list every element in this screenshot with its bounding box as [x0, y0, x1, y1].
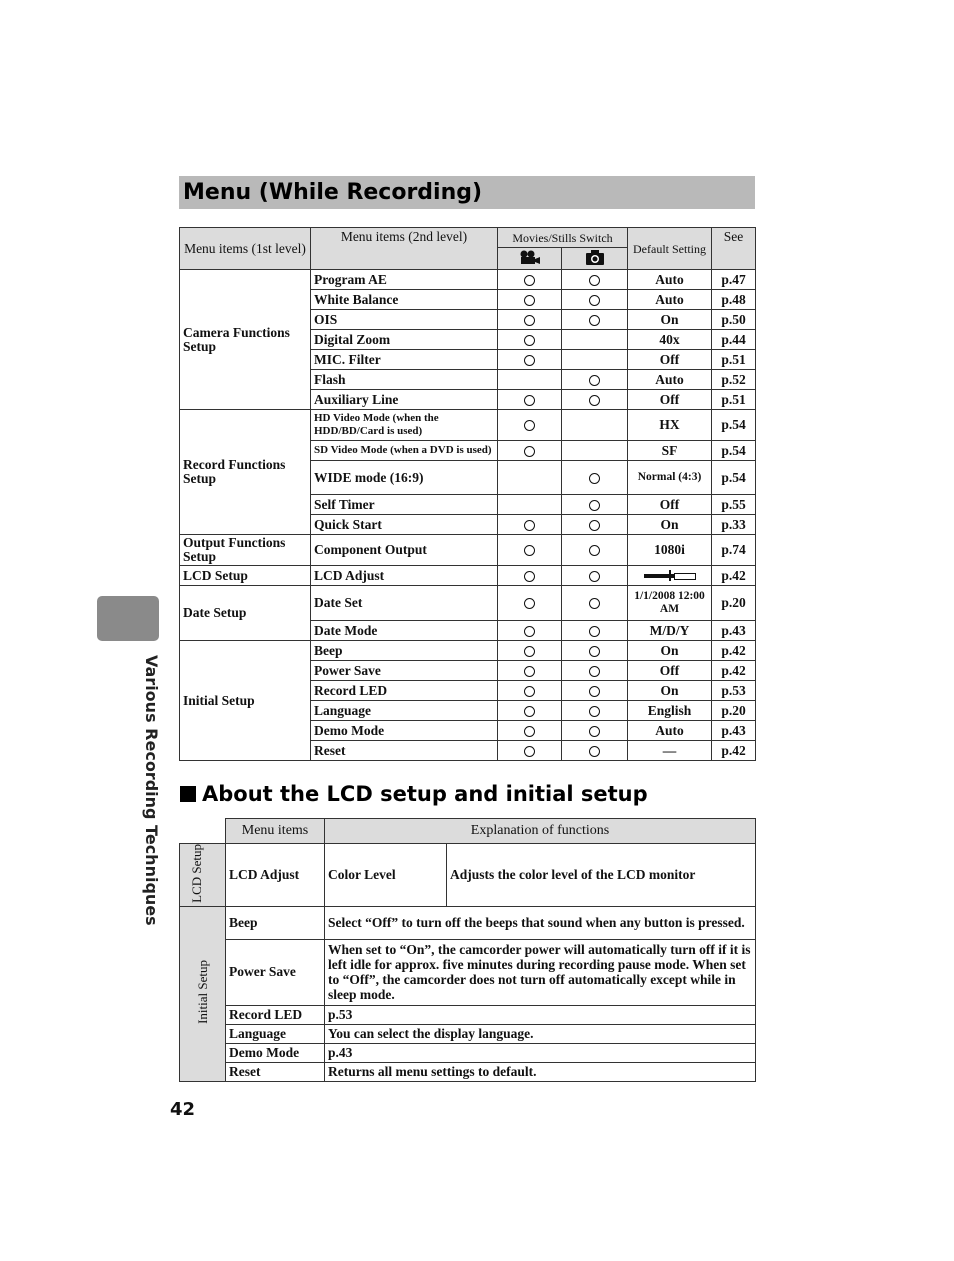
still-availability — [562, 370, 628, 390]
explanation-text: You can select the display language. — [325, 1024, 756, 1043]
see-page: p.42 — [712, 741, 756, 761]
default-setting: HX — [628, 410, 712, 441]
movie-camera-icon — [498, 248, 562, 270]
header-default: Default Setting — [628, 228, 712, 270]
circle-mark-icon — [589, 500, 600, 511]
default-setting: — — [628, 741, 712, 761]
explanation-item: Beep — [226, 906, 325, 939]
side-label: Various Recording Techniques — [142, 655, 161, 926]
still-availability — [562, 641, 628, 661]
lcd-sub-item: Color Level — [325, 844, 447, 907]
lcd-setup-table — [179, 818, 756, 1082]
movie-availability — [498, 586, 562, 621]
movie-availability — [498, 350, 562, 370]
circle-mark-icon — [589, 686, 600, 697]
see-page: p.20 — [712, 701, 756, 721]
default-setting: 1/1/2008 12:00 AM — [628, 586, 712, 621]
menu-table — [179, 227, 756, 761]
still-availability — [562, 586, 628, 621]
header-see: See — [712, 228, 756, 270]
movie-availability — [498, 390, 562, 410]
section-heading-text: About the LCD setup and initial setup — [202, 782, 648, 806]
still-availability — [562, 535, 628, 566]
group-lcd-setup — [180, 844, 226, 907]
see-page: p.51 — [712, 350, 756, 370]
default-setting: On — [628, 310, 712, 330]
circle-mark-icon — [524, 706, 535, 717]
menu-item: White Balance — [311, 290, 498, 310]
menu-item: Quick Start — [311, 515, 498, 535]
menu-item: Date Mode — [311, 621, 498, 641]
circle-mark-icon — [589, 315, 600, 326]
circle-mark-icon — [524, 275, 535, 286]
still-availability — [562, 410, 628, 441]
circle-mark-icon — [524, 315, 535, 326]
movie-availability — [498, 721, 562, 741]
see-page: p.55 — [712, 495, 756, 515]
table-row — [180, 939, 756, 1005]
default-setting: On — [628, 681, 712, 701]
explanation-item: Language — [226, 1024, 325, 1043]
circle-mark-icon — [589, 395, 600, 406]
circle-mark-icon — [589, 375, 600, 386]
movie-availability — [498, 441, 562, 461]
explanation-item: Power Save — [226, 939, 325, 1005]
circle-mark-icon — [589, 598, 600, 609]
movie-availability — [498, 641, 562, 661]
default-setting: M/D/Y — [628, 621, 712, 641]
group-label: Output Functions Setup — [180, 535, 311, 566]
menu-item: SD Video Mode (when a DVD is used) — [311, 441, 498, 461]
circle-mark-icon — [589, 706, 600, 717]
still-camera-icon — [562, 248, 628, 270]
circle-mark-icon — [589, 666, 600, 677]
movie-availability — [498, 410, 562, 441]
header-switch: Movies/Stills Switch — [498, 228, 628, 248]
default-setting: Off — [628, 350, 712, 370]
default-setting: On — [628, 641, 712, 661]
explanation-text: Returns all menu settings to default. — [325, 1062, 756, 1081]
still-availability — [562, 350, 628, 370]
circle-mark-icon — [524, 598, 535, 609]
circle-mark-icon — [589, 571, 600, 582]
movie-availability — [498, 621, 562, 641]
see-page: p.43 — [712, 721, 756, 741]
section-heading — [180, 782, 648, 806]
still-availability — [562, 701, 628, 721]
default-setting: Auto — [628, 290, 712, 310]
default-setting: Off — [628, 390, 712, 410]
menu-body — [180, 270, 756, 761]
see-page: p.33 — [712, 515, 756, 535]
group-label: LCD Setup — [180, 566, 311, 586]
circle-mark-icon — [524, 571, 535, 582]
movie-availability — [498, 370, 562, 390]
circle-mark-icon — [524, 666, 535, 677]
menu-item: Digital Zoom — [311, 330, 498, 350]
table-row — [180, 586, 756, 621]
menu-item: Language — [311, 701, 498, 721]
page-number: 42 — [170, 1099, 196, 1120]
group-label: Initial Setup — [180, 641, 311, 761]
group-initial-setup-label: Initial Setup — [195, 960, 210, 1025]
default-setting — [628, 566, 712, 586]
circle-mark-icon — [524, 746, 535, 757]
still-availability — [562, 495, 628, 515]
table-row — [180, 641, 756, 661]
default-setting: Off — [628, 661, 712, 681]
see-page: p.52 — [712, 370, 756, 390]
see-page: p.20 — [712, 586, 756, 621]
movie-availability — [498, 535, 562, 566]
menu-item: Self Timer — [311, 495, 498, 515]
circle-mark-icon — [589, 746, 600, 757]
still-availability — [562, 330, 628, 350]
lcd-desc: Adjusts the color level of the LCD monitor — [447, 844, 756, 907]
see-page: p.54 — [712, 461, 756, 495]
table-row — [180, 410, 756, 441]
still-availability — [562, 621, 628, 641]
movie-availability — [498, 495, 562, 515]
menu-item: Record LED — [311, 681, 498, 701]
see-page: p.42 — [712, 641, 756, 661]
still-availability — [562, 310, 628, 330]
section-title-bar — [179, 176, 755, 209]
still-availability — [562, 290, 628, 310]
group-label: Camera Functions Setup — [180, 270, 311, 410]
table-row — [180, 1062, 756, 1081]
menu-item: Component Output — [311, 535, 498, 566]
group-initial-setup — [180, 906, 226, 1081]
still-availability — [562, 566, 628, 586]
header-explanation: Explanation of functions — [325, 819, 756, 844]
menu-item: Reset — [311, 741, 498, 761]
movie-availability — [498, 515, 562, 535]
table-row — [180, 1005, 756, 1024]
explanation-text: p.53 — [325, 1005, 756, 1024]
table-row — [180, 1043, 756, 1062]
see-page: p.50 — [712, 310, 756, 330]
circle-mark-icon — [524, 686, 535, 697]
movie-availability — [498, 330, 562, 350]
blank-corner — [180, 819, 226, 844]
movie-availability — [498, 701, 562, 721]
movie-availability — [498, 661, 562, 681]
default-setting: Auto — [628, 721, 712, 741]
table-row — [180, 535, 756, 566]
default-setting: Normal (4:3) — [628, 461, 712, 495]
default-setting: SF — [628, 441, 712, 461]
group-label: Record Functions Setup — [180, 410, 311, 535]
see-page: p.74 — [712, 535, 756, 566]
page-title: Menu (While Recording) — [183, 180, 483, 205]
circle-mark-icon — [589, 545, 600, 556]
header-menu-items-2nd: Menu items (2nd level) — [311, 228, 498, 270]
circle-mark-icon — [589, 473, 600, 484]
level-bar-icon — [644, 572, 696, 580]
still-availability — [562, 515, 628, 535]
circle-mark-icon — [589, 295, 600, 306]
circle-mark-icon — [589, 726, 600, 737]
circle-mark-icon — [524, 626, 535, 637]
lcd-item: LCD Adjust — [226, 844, 325, 907]
explanation-text: Select “Off” to turn off the beeps that sound when any button is pressed. — [325, 906, 756, 939]
table-row — [180, 1024, 756, 1043]
circle-mark-icon — [524, 726, 535, 737]
explanation-item: Reset — [226, 1062, 325, 1081]
menu-item: HD Video Mode (when the HDD/BD/Card is used) — [311, 410, 498, 441]
menu-item: Beep — [311, 641, 498, 661]
header-menu-items-1st: Menu items (1st level) — [180, 228, 311, 270]
default-setting: 40x — [628, 330, 712, 350]
still-availability — [562, 721, 628, 741]
square-bullet-icon — [180, 786, 196, 802]
circle-mark-icon — [524, 446, 535, 457]
menu-item: OIS — [311, 310, 498, 330]
explanation-text: When set to “On”, the camcorder power will automatically turn off if it is left idle for approx. five minutes during recording pause mode. When set to “Off”, the camcorder does not turn off automatically except while in sleep mode. — [325, 939, 756, 1005]
circle-mark-icon — [589, 275, 600, 286]
still-availability — [562, 390, 628, 410]
table-row — [180, 566, 756, 586]
still-availability — [562, 461, 628, 495]
movie-availability — [498, 461, 562, 495]
see-page: p.47 — [712, 270, 756, 290]
menu-item: Demo Mode — [311, 721, 498, 741]
explanation-text: p.43 — [325, 1043, 756, 1062]
see-page: p.54 — [712, 410, 756, 441]
circle-mark-icon — [524, 395, 535, 406]
circle-mark-icon — [524, 545, 535, 556]
still-availability — [562, 661, 628, 681]
default-setting: Auto — [628, 270, 712, 290]
menu-item: Program AE — [311, 270, 498, 290]
default-setting: 1080i — [628, 535, 712, 566]
menu-item: Auxiliary Line — [311, 390, 498, 410]
see-page: p.53 — [712, 681, 756, 701]
circle-mark-icon — [589, 646, 600, 657]
see-page: p.51 — [712, 390, 756, 410]
movie-availability — [498, 741, 562, 761]
still-availability — [562, 741, 628, 761]
circle-mark-icon — [524, 646, 535, 657]
circle-mark-icon — [524, 335, 535, 346]
movie-availability — [498, 290, 562, 310]
table-row — [180, 270, 756, 290]
movie-availability — [498, 310, 562, 330]
see-page: p.43 — [712, 621, 756, 641]
explanation-item: Demo Mode — [226, 1043, 325, 1062]
movie-availability — [498, 681, 562, 701]
circle-mark-icon — [524, 355, 535, 366]
menu-item: Flash — [311, 370, 498, 390]
still-availability — [562, 270, 628, 290]
group-lcd-setup-label: LCD Setup — [188, 844, 204, 903]
side-tab — [97, 596, 159, 641]
movie-availability — [498, 566, 562, 586]
group-label: Date Setup — [180, 586, 311, 641]
table-row — [180, 906, 756, 939]
circle-mark-icon — [524, 520, 535, 531]
menu-item: Power Save — [311, 661, 498, 681]
circle-mark-icon — [589, 520, 600, 531]
movie-availability — [498, 270, 562, 290]
circle-mark-icon — [524, 295, 535, 306]
explanation-item: Record LED — [226, 1005, 325, 1024]
circle-mark-icon — [524, 420, 535, 431]
see-page: p.42 — [712, 566, 756, 586]
header-menu-items: Menu items — [226, 819, 325, 844]
menu-item: LCD Adjust — [311, 566, 498, 586]
default-setting: English — [628, 701, 712, 721]
circle-mark-icon — [589, 626, 600, 637]
lcd-body — [180, 844, 756, 1082]
see-page: p.42 — [712, 661, 756, 681]
see-page: p.48 — [712, 290, 756, 310]
see-page: p.44 — [712, 330, 756, 350]
still-availability — [562, 441, 628, 461]
see-page: p.54 — [712, 441, 756, 461]
default-setting: Off — [628, 495, 712, 515]
menu-item: MIC. Filter — [311, 350, 498, 370]
default-setting: Auto — [628, 370, 712, 390]
still-availability — [562, 681, 628, 701]
default-setting: On — [628, 515, 712, 535]
menu-item: Date Set — [311, 586, 498, 621]
menu-item: WIDE mode (16:9) — [311, 461, 498, 495]
